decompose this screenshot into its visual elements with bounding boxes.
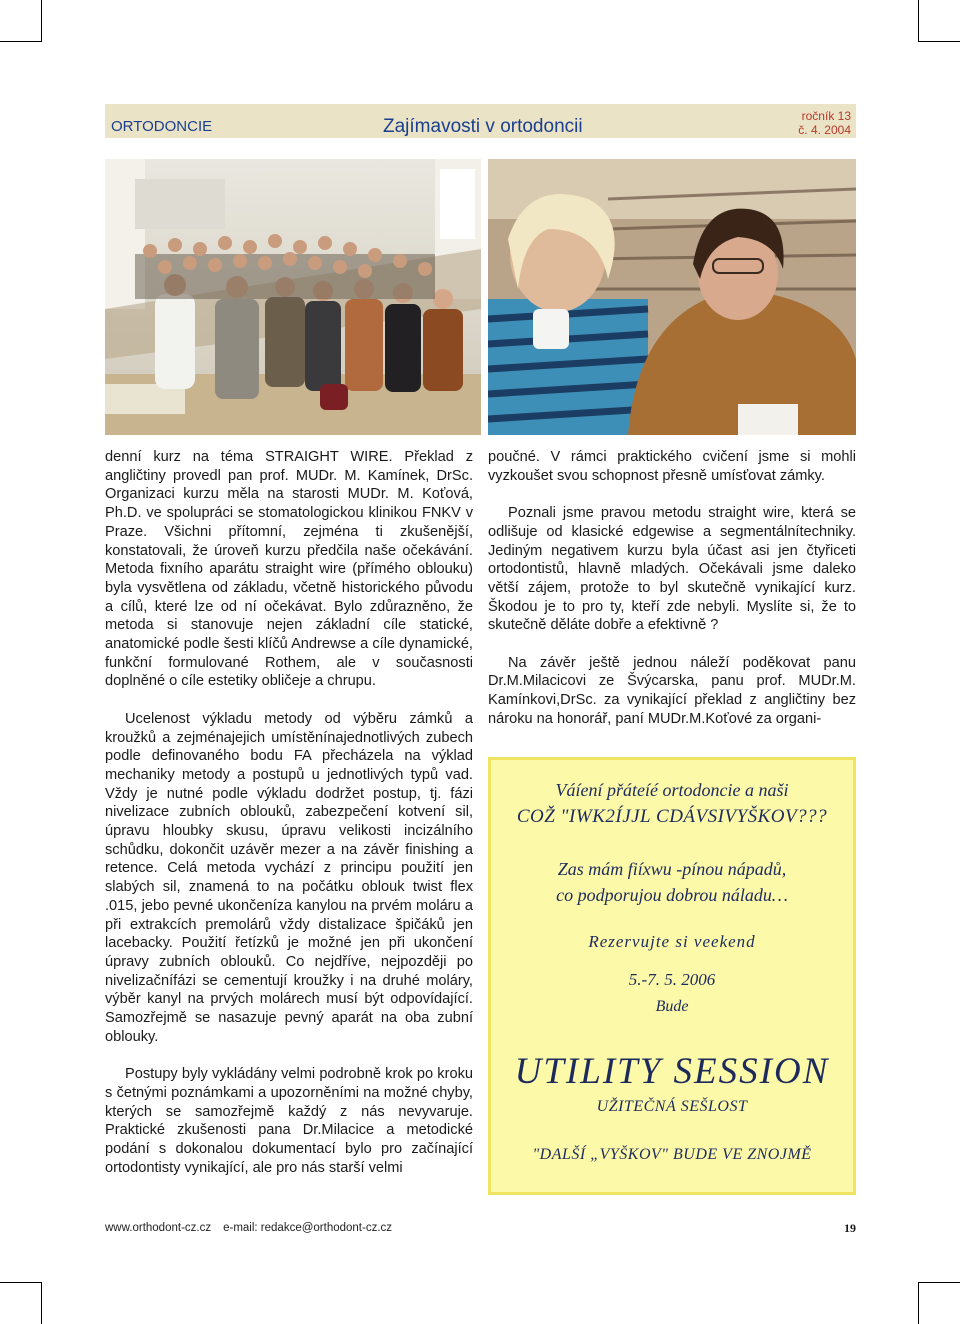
- footer-contacts: [105, 1222, 392, 1234]
- paragraph: Na závěr ještě jednou náleží poděkovat panu Dr.M.Milacicovi ze Švýcarska, panu prof. MUDr.M. Kamínkovi,DrSc. za vynikající překlad z angličtiny bez nároku na honorář, paní MUDr.M.Koťové za organi-: [488, 654, 856, 727]
- crop-mark: [41, 1282, 42, 1324]
- page-number: 19: [844, 1221, 856, 1235]
- invitation-date: 5.-7. 5. 2006: [628, 970, 716, 989]
- issue-info: [798, 109, 851, 137]
- invitation-headline: COŽ "IWK2ÍJJL CDÁVSIVYŠKOV???: [516, 806, 828, 827]
- invitation-rhyme-line: co podporujou dobrou náladu…: [556, 885, 788, 905]
- invitation-rhyme-line: Zas mám fiíxwu -pínou nápadů,: [557, 859, 787, 879]
- crop-mark: [918, 1282, 919, 1324]
- paragraph: denní kurz na téma STRAIGHT WIRE. Překlad z angličtiny provedl pan prof. MUDr. M. Kamínek, DrSc. Organizaci kurzu měla na starosti MUDr. M. Koťová, Ph.D. ve spolupráci se stomatologickou klinikou FNKV v Praze. Všichni přítomní, zejména ti zkušenější, konstatovali, že úroveň kurzu předčila naše očekávání. Metoda fixního aparátu straight wire (přímého oblouku) byla vysvětlena od základu, včetně historického původu a cílů, které lze od ní očekávat. Bylo zdůrazněno, že metoda si stanovuje nejen základní cíle statické, anatomické podle šesti klíčů Andrewse a cíle dynamické, funkční formulované Rothem, ale v současnosti doplněné o cíle estetiky obličeje a chrupu.: [105, 449, 473, 690]
- invitation-greeting: Váíení přáteíé ortodoncie a naši: [555, 780, 789, 800]
- event-invitation-box: [488, 757, 856, 1195]
- invitation-rhyme: [491, 856, 853, 908]
- workshop-photo: [488, 159, 856, 435]
- crowd-group: [135, 234, 463, 410]
- section-label: ORTODONCIE: [111, 118, 213, 135]
- volume-label: ročník 13: [801, 109, 851, 123]
- paragraph: Poznali jsme pravou metodu straight wire, která se odlišuje od klasické edgewise a segmentálnítechniky. Jediným negativem kurzu byla účast asi jen čtyřiceti ortodontistů, hlavně mladých. Očekávali jsme daleko větší zájem, protože to byl skutečně vynikající kurz. Škodou je to pro ty, kteří zde nebyli. Myslíte si, že to skutečně děláte dobře a efektivně ?: [488, 505, 856, 634]
- invitation-location: "DALŠÍ „VYŠKOV" BUDE VE ZNOJMĚ: [532, 1146, 812, 1163]
- page-title: Zajímavosti v ortodoncii: [383, 116, 583, 137]
- crop-mark: [918, 1282, 960, 1283]
- invitation-reserve: Rezervujte si veekend: [588, 932, 756, 951]
- paragraph: Ucelenost výkladu metody od výběru zámků a kroužků a zejménajejich umístěnínajednotlivých zubech podle definovaného bodu FA přecházela na výklad mechaniky metody a postupů u jednotlivých typů vad. Vždy je nutné podle výkladu dodržet postup, tj. fázi nivelizace zubních oblouků, zabezpečení kotvení sil, úpravu hloubky skusu, úpravu velikosti incizálního schůdku, dokončit uzávěr mezer a na závěr finishing a retence. Celá metoda vychází z principu použití jen slabých sil, znamená to na počátku oblouk twist flex .015, jebo pevné ukončeníza kanylou na prvém moláru a při extrakcích premolárů vždy distalizace špičáků jen lacebacky. Použití řetízků je možné jen při ukončení úpravy zubních oblouků. Co nejdříve, nejpozději po nivelizačnífázi se cementují kroužky i na druhé moláry, výběr kanyl na prvých molárech musí být odpovídající. Samozřejmě se nasazuje pevný aparát na oba zubní oblouky.: [105, 710, 473, 1045]
- paragraph: Postupy byly vykládány velmi podrobně krok po kroku s četnými poznámkami a upozorněními na možné chyby, kterých se samozřejmě každý z nás nevyvaruje. Praktické zkušenosti pana Dr.Milacice a metodické podání s dokonalou dokumentací bylo pro začínající ortodontisty vynikající, ale pro nás starší velmi: [105, 1066, 473, 1176]
- crop-mark: [41, 0, 42, 42]
- group-photo: [105, 159, 481, 435]
- crop-mark: [0, 1282, 42, 1283]
- invitation-event-name: UTILITY SESSION: [514, 1051, 830, 1092]
- crop-mark: [918, 0, 919, 42]
- issue-label: č. 4. 2004: [798, 123, 851, 137]
- crop-mark: [918, 41, 960, 42]
- right-column: [488, 448, 856, 729]
- invitation-will-be: Bude: [655, 998, 689, 1015]
- footer-website-link[interactable]: www.orthodont-cz.cz: [105, 1222, 212, 1234]
- footer-email-link[interactable]: e-mail: redakce@orthodont-cz.cz: [223, 1222, 393, 1234]
- crop-mark: [0, 41, 42, 42]
- paragraph: poučné. V rámci praktického cvičení jsme si mohli vyzkoušet svou schopnost přesně umísťovat zámky.: [488, 449, 856, 484]
- invitation-event-subtitle: UŽITEČNÁ SEŠLOST: [596, 1098, 748, 1115]
- left-column: [105, 448, 473, 1177]
